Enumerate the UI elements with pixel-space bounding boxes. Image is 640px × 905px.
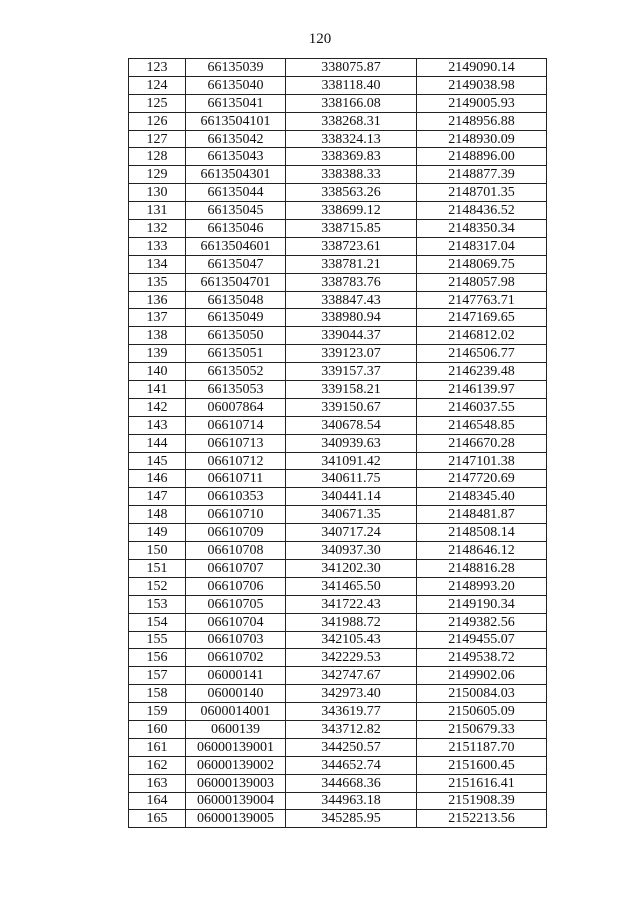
row-index-cell: 140 [129,363,186,381]
table-row [129,166,547,184]
x-coordinate-cell: 344250.57 [286,738,417,756]
x-coordinate-cell: 339044.37 [286,327,417,345]
point-id-cell: 06610705 [186,595,286,613]
table-row [129,720,547,738]
table-row [129,76,547,94]
row-index-cell: 135 [129,273,186,291]
x-coordinate-cell: 338783.76 [286,273,417,291]
table-row [129,613,547,631]
row-index-cell: 149 [129,524,186,542]
row-index-cell: 124 [129,76,186,94]
point-id-cell: 06000139002 [186,756,286,774]
y-coordinate-cell: 2148057.98 [417,273,547,291]
point-id-cell: 66135041 [186,94,286,112]
point-id-cell: 66135045 [186,202,286,220]
point-id-cell: 66135044 [186,184,286,202]
y-coordinate-cell: 2150084.03 [417,685,547,703]
y-coordinate-cell: 2149090.14 [417,59,547,77]
row-index-cell: 161 [129,738,186,756]
x-coordinate-cell: 341722.43 [286,595,417,613]
point-id-cell: 06000140 [186,685,286,703]
table-row [129,148,547,166]
point-id-cell: 06610707 [186,559,286,577]
y-coordinate-cell: 2148993.20 [417,577,547,595]
x-coordinate-cell: 340671.35 [286,506,417,524]
table-row [129,94,547,112]
row-index-cell: 154 [129,613,186,631]
point-id-cell: 66135053 [186,381,286,399]
x-coordinate-cell: 342973.40 [286,685,417,703]
table-row [129,112,547,130]
x-coordinate-cell: 341202.30 [286,559,417,577]
point-id-cell: 66135052 [186,363,286,381]
x-coordinate-cell: 343712.82 [286,720,417,738]
point-id-cell: 66135050 [186,327,286,345]
row-index-cell: 136 [129,291,186,309]
point-id-cell: 66135049 [186,309,286,327]
table-row [129,506,547,524]
y-coordinate-cell: 2148896.00 [417,148,547,166]
x-coordinate-cell: 338847.43 [286,291,417,309]
x-coordinate-cell: 338563.26 [286,184,417,202]
table-row [129,810,547,828]
y-coordinate-cell: 2150679.33 [417,720,547,738]
table-row [129,273,547,291]
y-coordinate-cell: 2146037.55 [417,398,547,416]
point-id-cell: 6613504601 [186,237,286,255]
y-coordinate-cell: 2149455.07 [417,631,547,649]
y-coordinate-cell: 2147101.38 [417,452,547,470]
point-id-cell: 06610353 [186,488,286,506]
table-row [129,416,547,434]
x-coordinate-cell: 338723.61 [286,237,417,255]
row-index-cell: 156 [129,649,186,667]
row-index-cell: 164 [129,792,186,810]
y-coordinate-cell: 2152213.56 [417,810,547,828]
point-id-cell: 06000139003 [186,774,286,792]
row-index-cell: 146 [129,470,186,488]
table-row [129,255,547,273]
y-coordinate-cell: 2148646.12 [417,542,547,560]
table-row [129,524,547,542]
x-coordinate-cell: 340678.54 [286,416,417,434]
point-id-cell: 06610706 [186,577,286,595]
x-coordinate-cell: 338781.21 [286,255,417,273]
point-id-cell: 66135051 [186,345,286,363]
y-coordinate-cell: 2148877.39 [417,166,547,184]
x-coordinate-cell: 338369.83 [286,148,417,166]
x-coordinate-cell: 340939.63 [286,434,417,452]
row-index-cell: 145 [129,452,186,470]
x-coordinate-cell: 338388.33 [286,166,417,184]
row-index-cell: 162 [129,756,186,774]
y-coordinate-cell: 2146670.28 [417,434,547,452]
point-id-cell: 06610712 [186,452,286,470]
y-coordinate-cell: 2148069.75 [417,255,547,273]
y-coordinate-cell: 2148350.34 [417,220,547,238]
row-index-cell: 142 [129,398,186,416]
table-row [129,685,547,703]
table-row [129,649,547,667]
table-row [129,398,547,416]
table-row [129,774,547,792]
table-row [129,130,547,148]
y-coordinate-cell: 2148508.14 [417,524,547,542]
row-index-cell: 138 [129,327,186,345]
point-id-cell: 6613504301 [186,166,286,184]
table-row [129,363,547,381]
table-row [129,381,547,399]
table-row [129,220,547,238]
point-id-cell: 06610713 [186,434,286,452]
row-index-cell: 133 [129,237,186,255]
point-id-cell: 66135042 [186,130,286,148]
point-id-cell: 6613504701 [186,273,286,291]
table-row [129,577,547,595]
table-row [129,291,547,309]
row-index-cell: 148 [129,506,186,524]
x-coordinate-cell: 339150.67 [286,398,417,416]
table-row [129,542,547,560]
y-coordinate-cell: 2147169.65 [417,309,547,327]
x-coordinate-cell: 344668.36 [286,774,417,792]
point-id-cell: 06610703 [186,631,286,649]
y-coordinate-cell: 2147720.69 [417,470,547,488]
table-row [129,452,547,470]
point-id-cell: 06000141 [186,667,286,685]
x-coordinate-cell: 338166.08 [286,94,417,112]
point-id-cell: 06007864 [186,398,286,416]
table-row [129,595,547,613]
y-coordinate-cell: 2146548.85 [417,416,547,434]
row-index-cell: 160 [129,720,186,738]
row-index-cell: 150 [129,542,186,560]
row-index-cell: 123 [129,59,186,77]
table-row [129,59,547,77]
table-row [129,792,547,810]
point-id-cell: 6613504101 [186,112,286,130]
point-id-cell: 06610708 [186,542,286,560]
table-row [129,703,547,721]
y-coordinate-cell: 2151600.45 [417,756,547,774]
x-coordinate-cell: 341465.50 [286,577,417,595]
y-coordinate-cell: 2148930.09 [417,130,547,148]
x-coordinate-cell: 340441.14 [286,488,417,506]
table-row [129,559,547,577]
x-coordinate-cell: 344963.18 [286,792,417,810]
x-coordinate-cell: 339123.07 [286,345,417,363]
row-index-cell: 147 [129,488,186,506]
x-coordinate-cell: 340937.30 [286,542,417,560]
y-coordinate-cell: 2151187.70 [417,738,547,756]
table-row [129,756,547,774]
x-coordinate-cell: 338118.40 [286,76,417,94]
x-coordinate-cell: 338980.94 [286,309,417,327]
coordinates-table [128,58,547,828]
y-coordinate-cell: 2149190.34 [417,595,547,613]
x-coordinate-cell: 340611.75 [286,470,417,488]
row-index-cell: 141 [129,381,186,399]
point-id-cell: 66135048 [186,291,286,309]
row-index-cell: 125 [129,94,186,112]
x-coordinate-cell: 344652.74 [286,756,417,774]
y-coordinate-cell: 2151908.39 [417,792,547,810]
y-coordinate-cell: 2147763.71 [417,291,547,309]
x-coordinate-cell: 338075.87 [286,59,417,77]
x-coordinate-cell: 342229.53 [286,649,417,667]
row-index-cell: 155 [129,631,186,649]
y-coordinate-cell: 2149005.93 [417,94,547,112]
point-id-cell: 06610702 [186,649,286,667]
y-coordinate-cell: 2149538.72 [417,649,547,667]
y-coordinate-cell: 2148956.88 [417,112,547,130]
x-coordinate-cell: 343619.77 [286,703,417,721]
row-index-cell: 159 [129,703,186,721]
row-index-cell: 127 [129,130,186,148]
y-coordinate-cell: 2148317.04 [417,237,547,255]
row-index-cell: 151 [129,559,186,577]
point-id-cell: 06000139004 [186,792,286,810]
y-coordinate-cell: 2151616.41 [417,774,547,792]
table-row [129,488,547,506]
row-index-cell: 128 [129,148,186,166]
x-coordinate-cell: 340717.24 [286,524,417,542]
x-coordinate-cell: 339158.21 [286,381,417,399]
x-coordinate-cell: 338699.12 [286,202,417,220]
point-id-cell: 0600014001 [186,703,286,721]
point-id-cell: 66135047 [186,255,286,273]
point-id-cell: 06000139001 [186,738,286,756]
point-id-cell: 06610704 [186,613,286,631]
table-row [129,631,547,649]
row-index-cell: 129 [129,166,186,184]
y-coordinate-cell: 2146506.77 [417,345,547,363]
row-index-cell: 157 [129,667,186,685]
table-row [129,470,547,488]
point-id-cell: 06610710 [186,506,286,524]
point-id-cell: 06610711 [186,470,286,488]
row-index-cell: 130 [129,184,186,202]
point-id-cell: 66135043 [186,148,286,166]
x-coordinate-cell: 345285.95 [286,810,417,828]
coordinates-table-body [129,59,547,828]
row-index-cell: 134 [129,255,186,273]
point-id-cell: 66135040 [186,76,286,94]
row-index-cell: 139 [129,345,186,363]
x-coordinate-cell: 338268.31 [286,112,417,130]
point-id-cell: 66135039 [186,59,286,77]
x-coordinate-cell: 338324.13 [286,130,417,148]
x-coordinate-cell: 339157.37 [286,363,417,381]
row-index-cell: 163 [129,774,186,792]
page-number: 120 [308,31,332,47]
row-index-cell: 152 [129,577,186,595]
point-id-cell: 06000139005 [186,810,286,828]
point-id-cell: 0600139 [186,720,286,738]
y-coordinate-cell: 2149902.06 [417,667,547,685]
y-coordinate-cell: 2148701.35 [417,184,547,202]
table-row [129,237,547,255]
x-coordinate-cell: 342105.43 [286,631,417,649]
row-index-cell: 144 [129,434,186,452]
y-coordinate-cell: 2146812.02 [417,327,547,345]
point-id-cell: 06610709 [186,524,286,542]
y-coordinate-cell: 2149382.56 [417,613,547,631]
row-index-cell: 165 [129,810,186,828]
row-index-cell: 126 [129,112,186,130]
row-index-cell: 153 [129,595,186,613]
table-row [129,309,547,327]
row-index-cell: 158 [129,685,186,703]
row-index-cell: 143 [129,416,186,434]
row-index-cell: 132 [129,220,186,238]
table-row [129,667,547,685]
row-index-cell: 137 [129,309,186,327]
table-row [129,202,547,220]
table-row [129,738,547,756]
table-row [129,434,547,452]
point-id-cell: 06610714 [186,416,286,434]
y-coordinate-cell: 2148481.87 [417,506,547,524]
y-coordinate-cell: 2148345.40 [417,488,547,506]
row-index-cell: 131 [129,202,186,220]
table-row [129,327,547,345]
table-row [129,184,547,202]
x-coordinate-cell: 341988.72 [286,613,417,631]
y-coordinate-cell: 2149038.98 [417,76,547,94]
y-coordinate-cell: 2146239.48 [417,363,547,381]
y-coordinate-cell: 2148816.28 [417,559,547,577]
y-coordinate-cell: 2146139.97 [417,381,547,399]
x-coordinate-cell: 338715.85 [286,220,417,238]
y-coordinate-cell: 2150605.09 [417,703,547,721]
point-id-cell: 66135046 [186,220,286,238]
x-coordinate-cell: 341091.42 [286,452,417,470]
table-row [129,345,547,363]
x-coordinate-cell: 342747.67 [286,667,417,685]
y-coordinate-cell: 2148436.52 [417,202,547,220]
